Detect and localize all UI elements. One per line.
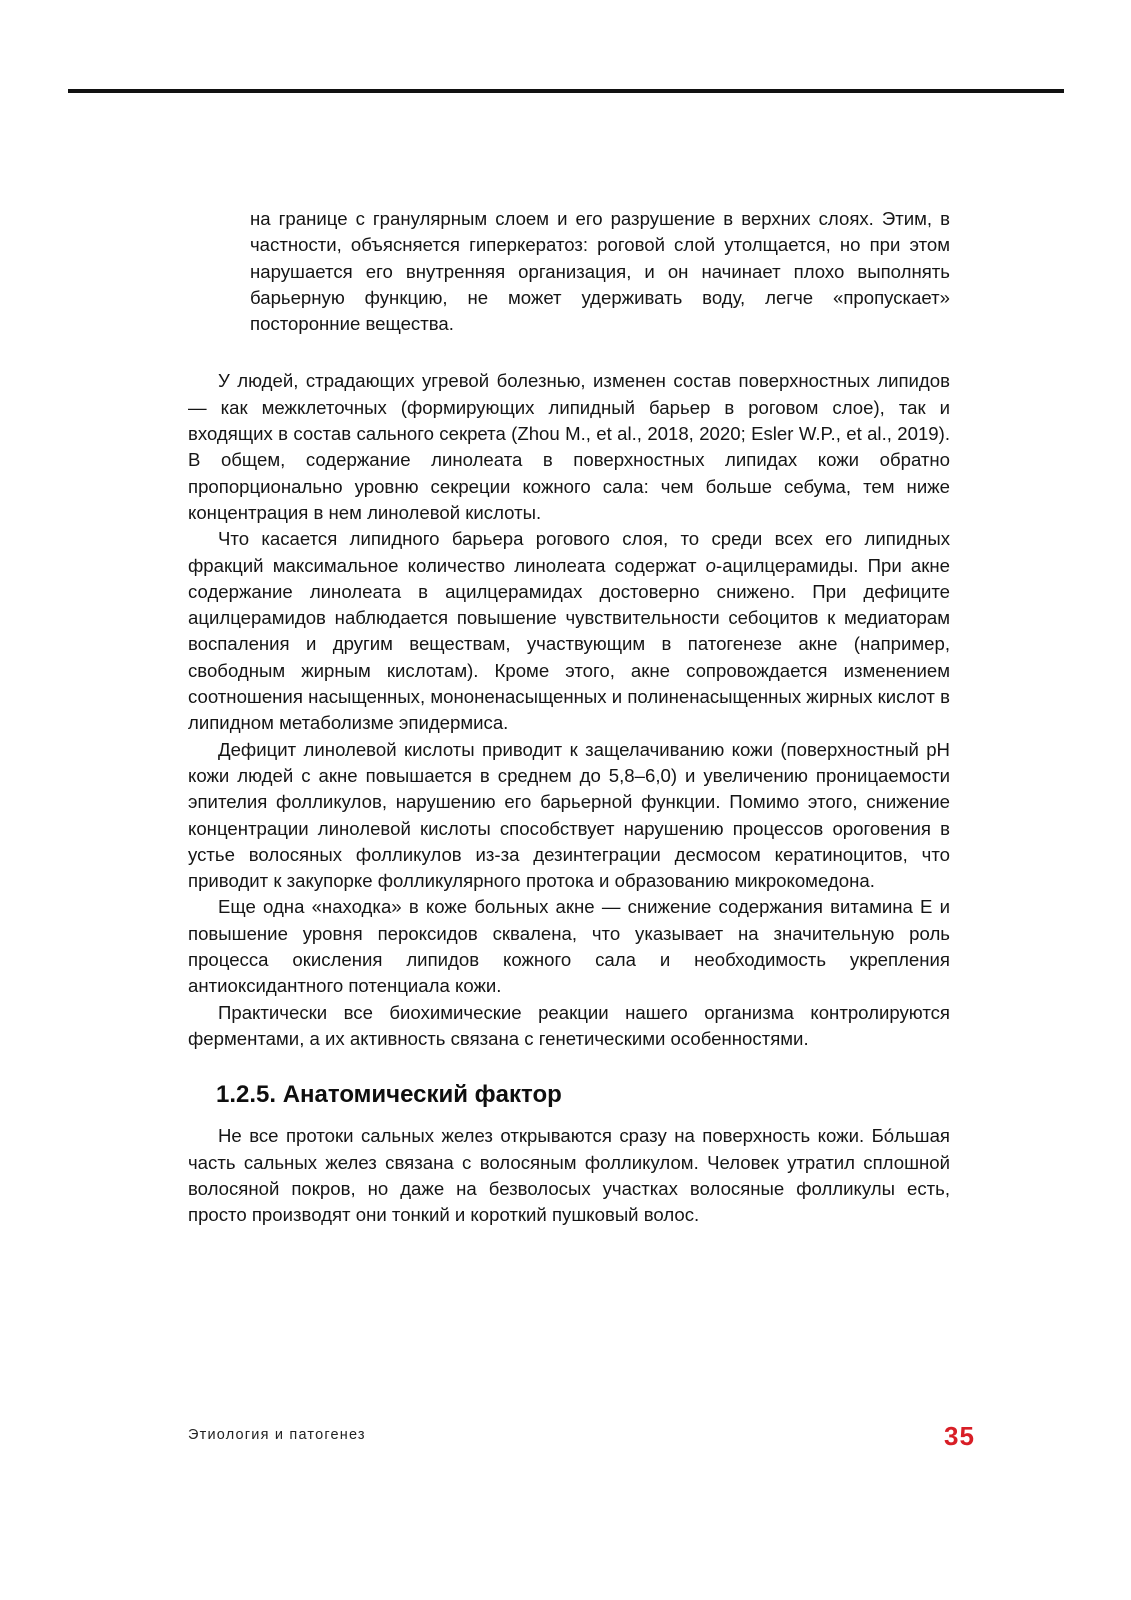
page-number: 35	[944, 1421, 975, 1451]
paragraph-lipid-barrier-lead: Что касается липидного барьера рогового слоя, то среди всех его липидных фракций максимальное количество линолеата содержат	[188, 528, 950, 576]
paragraph-lipid-barrier-rest: -ацилцерамиды. При акне содержание линолеата в ацилцерамидах достоверно снижено. При дефиците ацилцерамидов наблюдается повышение чувствительности себоцитов к медиаторам воспаления и другим веществам, участвующим в патогенезе акне (например, свободным жирным кислотам). Кроме этого, акне сопровождается изменением соотношения насыщенных, мононенасыщенных и полиненасыщенных жирных кислот в липидном метаболизме эпидермиса.	[188, 554, 950, 734]
running-footer-title: Этиология и патогенез	[188, 1427, 366, 1443]
section-body	[188, 1123, 950, 1228]
paragraph-lipids: У людей, страдающих угревой болезнью, изменен состав поверхностных липидов — как межклеточных (формирующих липидный барьер в роговом слое), так и входящих в состав сального секрета (Zhou M., et al., 2018, 2020; Esler W.P., et al., 2019). В общем, содержание линолеата в поверхностных липидах кожи обратно пропорционально уровню секреции кожного сала: чем больше себума, тем ниже концентрация в нем линолевой кислоты.	[188, 370, 950, 523]
paragraph-lipid-barrier	[188, 526, 950, 736]
indented-continuation-block	[250, 206, 950, 337]
paragraph-vitamin-e: Еще одна «находка» в коже больных акне — снижение содержания витамина E и повышение уровня пероксидов сквалена, что указывает на значительную роль процесса окисления липидов кожного сала и необходимость укрепления антиоксидантного потенциала кожи.	[188, 896, 950, 997]
body-text	[188, 368, 950, 1052]
paragraph-anatomical: Не все протоки сальных желез открываются сразу на поверхность кожи. Бо́льшая часть сальных желез связана с волосяным фолликулом. Человек утратил сплошной волосяной покров, но даже на безволосых участках волосяные фолликулы есть, просто производят они тонкий и короткий пушковый волос.	[188, 1125, 950, 1226]
section-heading: 1.2.5. Анатомический фактор	[216, 1081, 562, 1109]
paragraph-enzymes: Практически все биохимические реакции нашего организма контролируются ферментами, а их активность связана с генетическими особенностями.	[188, 1001, 950, 1049]
header-rule	[68, 89, 1064, 93]
continuation-paragraph: на границе с гранулярным слоем и его разрушение в верхних слоях. Этим, в частности, объясняется гиперкератоз: роговой слой утолщается, но при этом нарушается его внутренняя организация, и он начинает плохо выполнять барьерную функцию, не может удерживать воду, легче «пропускает» посторонние вещества.	[250, 208, 950, 335]
omega-prefix: о	[705, 554, 716, 576]
paragraph-linoleic-deficit: Дефицит линолевой кислоты приводит к защелачиванию кожи (поверхностный pH кожи людей с акне повышается в среднем до 5,8–6,0) и увеличению проницаемости эпителия фолликулов, нарушению его барьерной функции. Помимо этого, снижение концентрации линолевой кислоты способствует нарушению процессов ороговения в устье волосяных фолликулов из-за дезинтеграции десмосом кератиноцитов, что приводит к закупорке фолликулярного протока и образованию микрокомедона.	[188, 738, 950, 892]
page-content	[188, 206, 950, 1228]
